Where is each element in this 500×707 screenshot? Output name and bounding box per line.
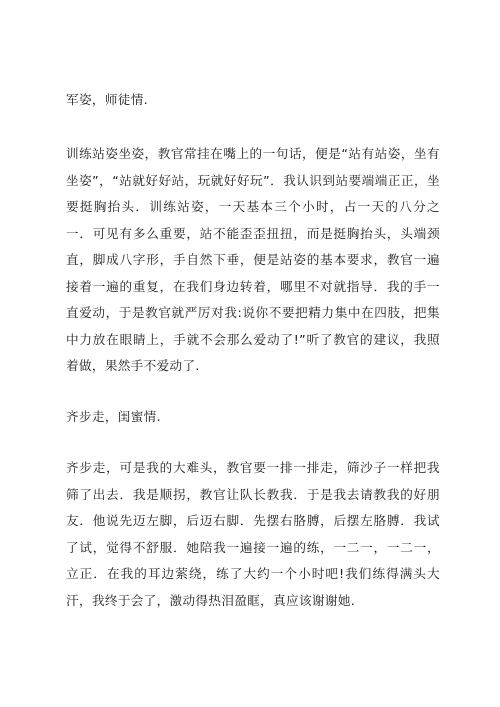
section-paragraph-marching: 齐步走，可是我的大难头，教官要一排一排走，筛沙子一样把我筛了出去．我是顺拐，教官让队长教我．于是我去请教我的好朋友．他说先迈左脚，后迈右脚．先摆右胳膊，后摆左胳膊．我试了试，觉得不舒服．她陪我一遍接一遍的练，一二一，一二一，立正．在我的耳边萦绕，练了大约一个小时吧!我们练得满头大汗，我终于会了，激动得热泪盈眶，真应该谢谢她.: [66, 460, 440, 608]
section-paragraph-military-posture: 训练站姿坐姿，教官常挂在嘴上的一句话，便是“站有站姿，坐有坐姿”，“站就好好站，玩就好好玩”．我认识到站要端端正正，坐要挺胸抬头．训练站姿，一天基本三个小时，占一天的八分之一．可见有多么重要，站不能歪歪扭扭，而是挺胸抬头，头端颈直，脚成八字形，手自然下垂，便是站姿的基本要求，教官一遍接着一遍的重复，在我们身边转着，哪里不对就指导．我的手一直爱动，于是教官就严厉对我:说你不要把精力集中在四肢，把集中力放在眼睛上，手就不会那么爱动了!”听了教官的建议，我照着做，果然手不爱动了.: [66, 146, 440, 373]
section-heading-military-posture: 军姿，师徒情.: [66, 92, 149, 107]
section-heading-marching: 齐步走，闺蜜情.: [66, 409, 161, 424]
